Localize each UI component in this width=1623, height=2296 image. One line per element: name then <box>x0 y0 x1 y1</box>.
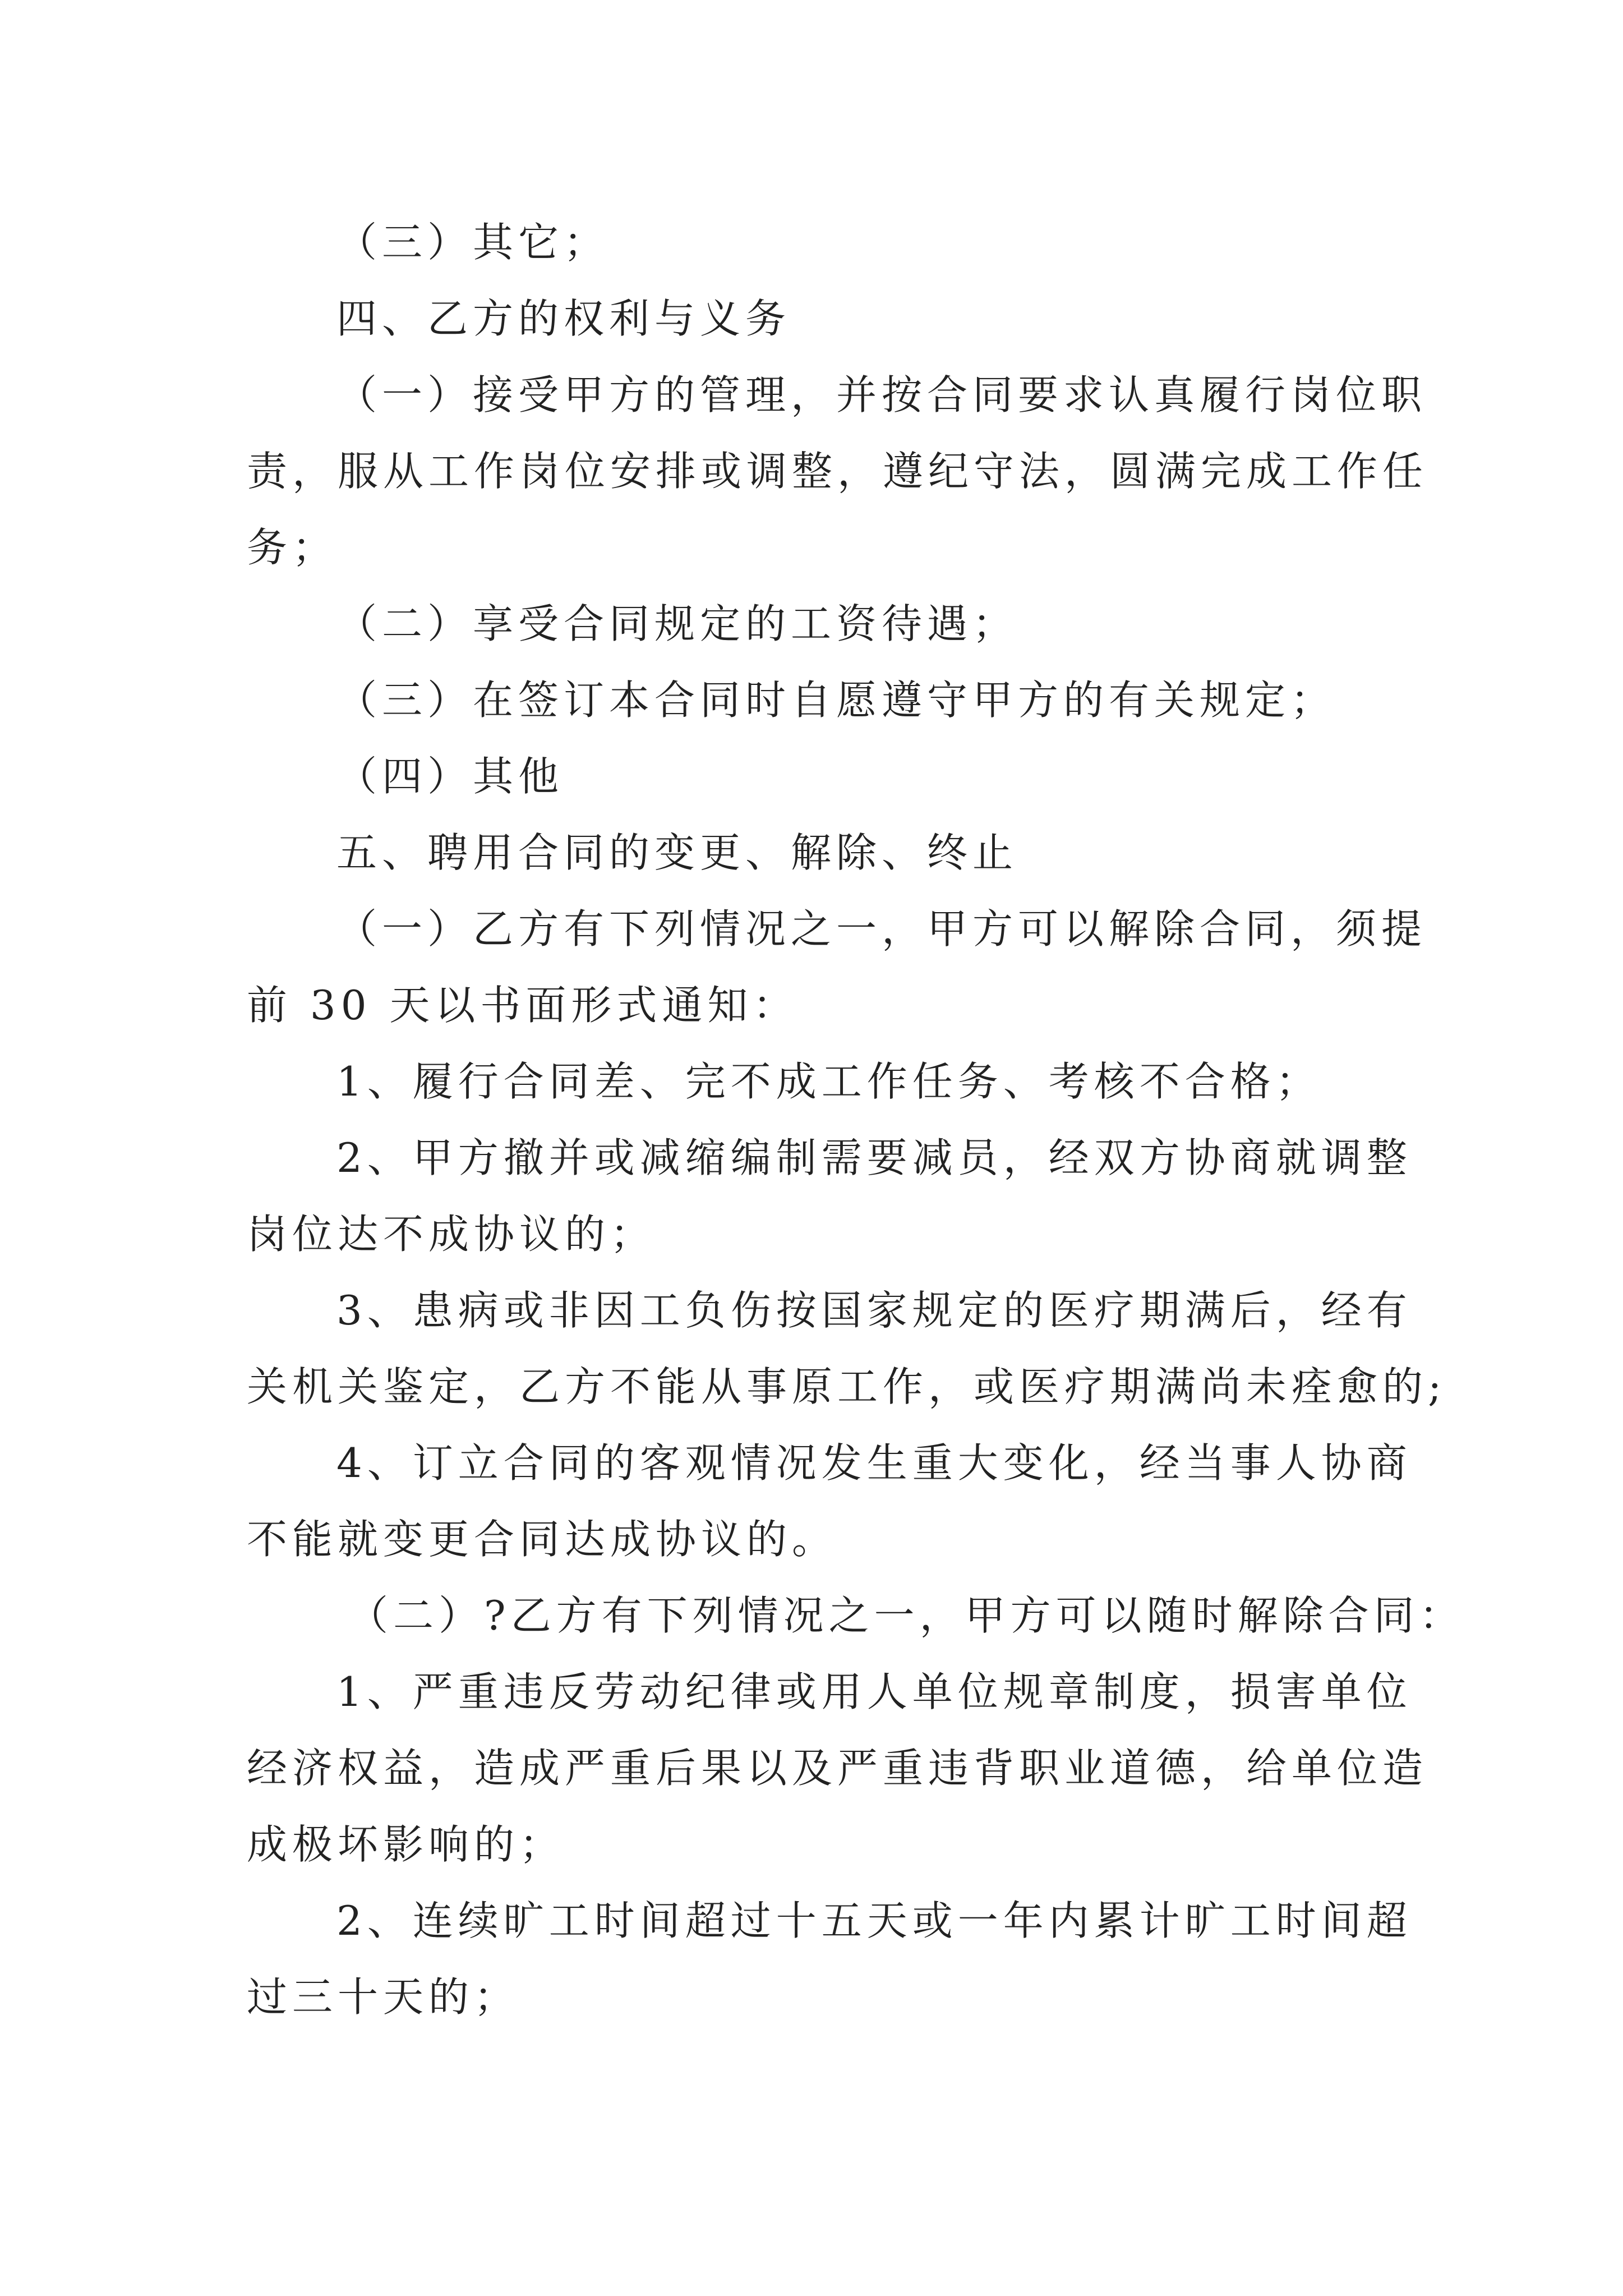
text-line: （一）接受甲方的管理，并按合同要求认真履行岗位职 <box>336 371 1427 418</box>
text-line: 前 30 天以书面形式通知： <box>247 982 799 1029</box>
text-line: （四）其他 <box>336 753 564 800</box>
text-line: 2、连续旷工时间超过十五天或一年内累计旷工时间超 <box>336 1897 1412 1944</box>
text-line: 经济权益，造成严重后果以及严重违背职业道德，给单位造 <box>247 1745 1428 1792</box>
text-line: 1、履行合同差、完不成工作任务、考核不合格； <box>336 1058 1321 1105</box>
text-line: 关机关鉴定，乙方不能从事原工作，或医疗期满尚未痊愈的; <box>247 1363 1447 1410</box>
text-line: （三）其它； <box>336 219 610 266</box>
text-line: 不能就变更合同达成协议的。 <box>247 1516 838 1563</box>
text-line: 岗位达不成协议的； <box>247 1211 656 1258</box>
text-line: 3、患病或非因工负伤按国家规定的医疗期满后，经有 <box>336 1287 1412 1334</box>
text-line: 过三十天的； <box>247 1973 520 2021</box>
text-line: （三）在签订本合同时自愿遵守甲方的有关规定； <box>336 677 1336 724</box>
text-line: 务； <box>247 524 338 571</box>
text-line: 成极坏影响的； <box>247 1821 565 1868</box>
text-line: 4、订立合同的客观情况发生重大变化，经当事人协商 <box>336 1439 1412 1487</box>
text-line: （二）享受合同规定的工资待遇； <box>336 600 1018 647</box>
section-heading: 五、聘用合同的变更、解除、终止 <box>336 829 1018 876</box>
text-line: （一）乙方有下列情况之一，甲方可以解除合同，须提 <box>336 905 1427 953</box>
text-line: （二）?乙方有下列情况之一，甲方可以随时解除合同： <box>348 1592 1465 1639</box>
text-line: 2、甲方撤并或减缩编制需要减员，经双方协商就调整 <box>336 1134 1412 1181</box>
text-line: 1、严重违反劳动纪律或用人单位规章制度，损害单位 <box>336 1668 1412 1715</box>
section-heading: 四、乙方的权利与义务 <box>336 295 791 342</box>
text-line: 责，服从工作岗位安排或调整，遵纪守法，圆满完成工作任 <box>247 448 1428 495</box>
